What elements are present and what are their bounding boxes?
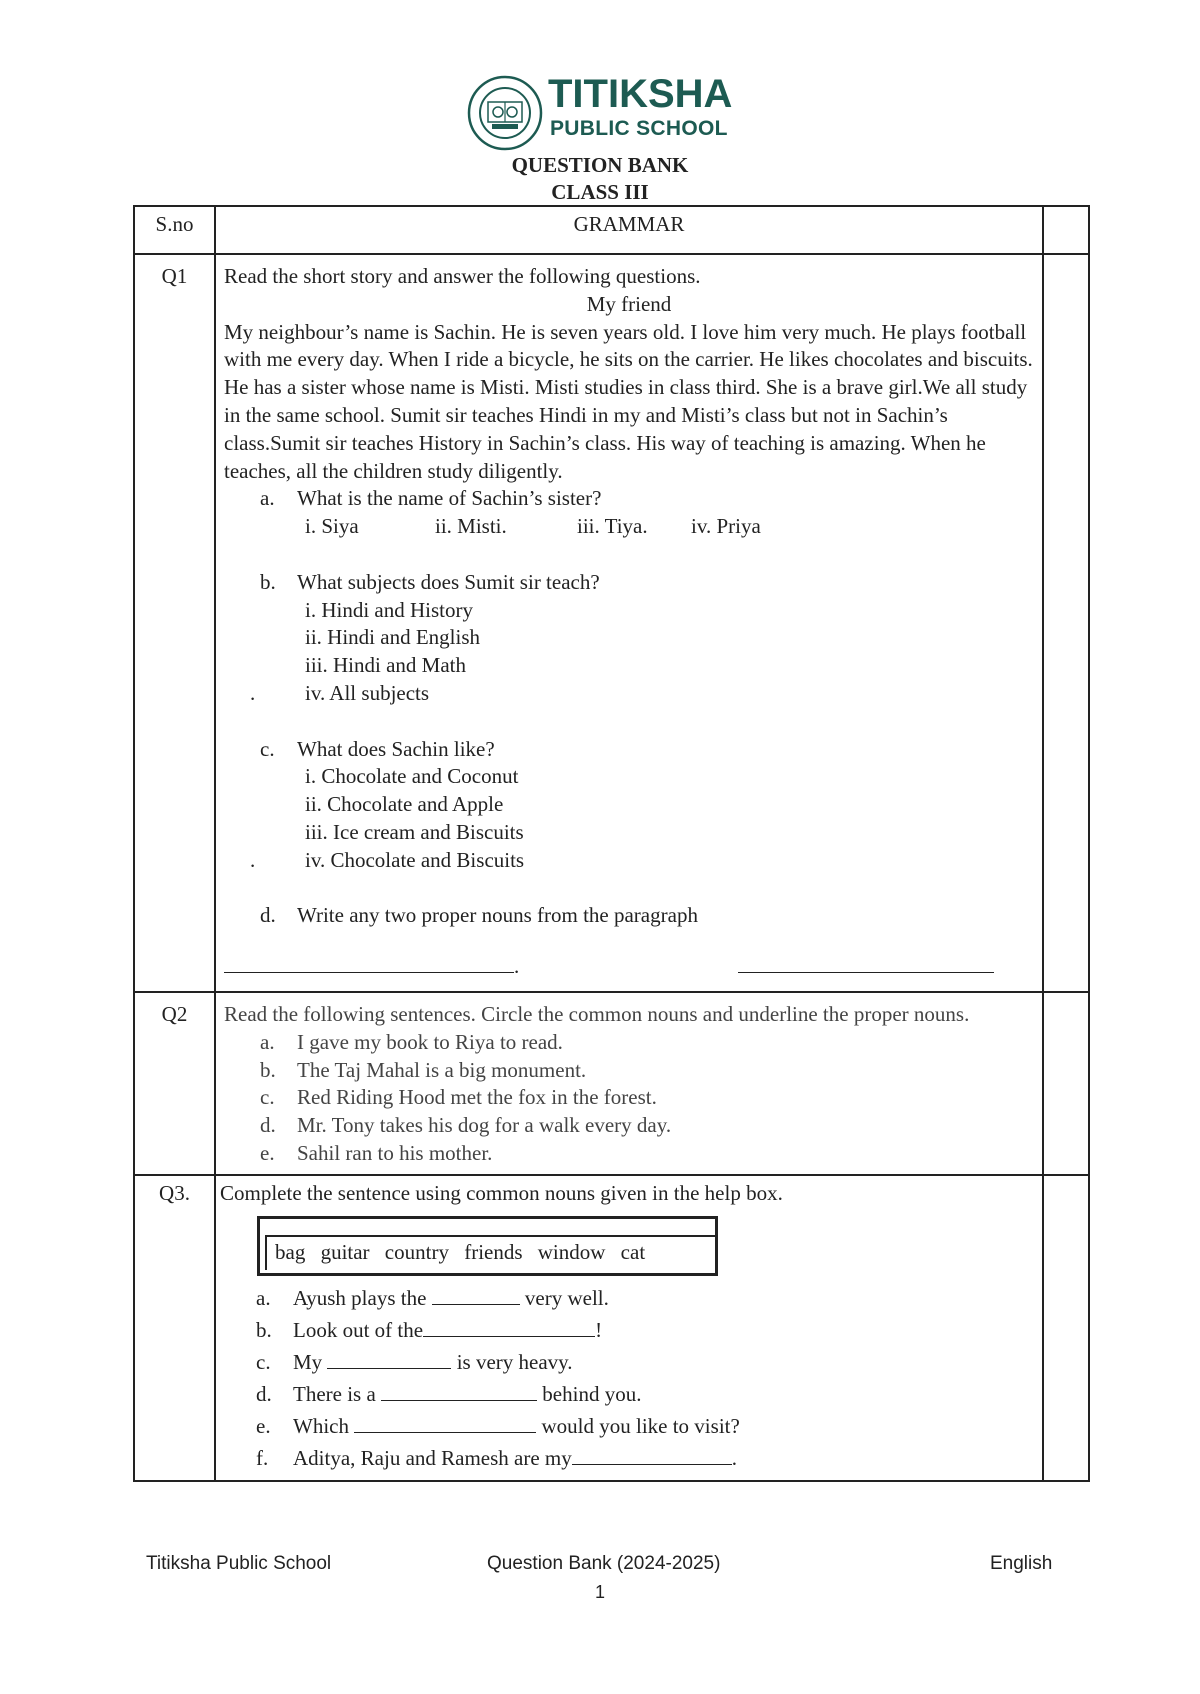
marks-cell: [1043, 254, 1089, 992]
fill-blank[interactable]: [572, 1444, 732, 1465]
list-item: f. Aditya, Raju and Ramesh are my .: [256, 1445, 738, 1470]
answer-blank[interactable]: [738, 950, 994, 973]
help-box: [257, 1216, 718, 1276]
sub-question-text: What subjects does Sumit sir teach?: [297, 569, 600, 594]
sub-letter: b.: [260, 569, 276, 594]
instruction: Read the short story and answer the following questions.: [224, 264, 701, 288]
option: iv. Chocolate and Biscuits: [305, 847, 525, 872]
question-body: [215, 1175, 1043, 1481]
sno-header: S.no: [134, 206, 215, 254]
sub-question-text: What is the name of Sachin’s sister?: [297, 486, 602, 511]
school-seal-icon: [466, 74, 544, 152]
option: iii. Tiya.: [577, 514, 648, 539]
option: ii. Hindi and English: [305, 625, 480, 650]
marks-cell: [1043, 992, 1089, 1175]
list-item: a. I gave my book to Riya to read.: [260, 1029, 563, 1054]
question-row-q1: [134, 254, 1089, 992]
table-header-row: [134, 206, 1089, 254]
marks-cell: [1043, 1175, 1089, 1481]
doc-title: QUESTION BANK: [511, 153, 689, 177]
school-subtitle: PUBLIC SCHOOL: [550, 117, 728, 140]
sub-question-text: What does Sachin like?: [297, 736, 495, 761]
story-text: My neighbour’s name is Sachin. He is seven years old. I love him very much. He plays football with me every day. When I ride a bicycle, he sits on the carrier. He likes chocolates and biscuits. He has a sister whose name is Misti. Misti studies in class third. She is a brave girl.We all study in the same school. Sumit sir teaches Hindi in my and Misti’s class but not in Sachin’s class.Sumit sir teaches History in Sachin’s class. His way of teaching is amazing. When he teaches, all the children study diligently.: [224, 319, 1033, 483]
question-table: [133, 205, 1090, 1482]
answer-blank[interactable]: [224, 950, 514, 973]
fill-blank[interactable]: [432, 1284, 520, 1305]
option: ii. Chocolate and Apple: [305, 792, 504, 817]
list-item: d. There is a behind you.: [256, 1381, 642, 1406]
instruction: Read the following sentences. Circle the common nouns and underline the proper nouns.: [224, 1001, 970, 1026]
option: iv. All subjects: [305, 680, 430, 705]
section-header: GRAMMAR: [215, 206, 1043, 254]
answer-blanks: .: [224, 930, 1034, 985]
sub-question: [224, 902, 1034, 930]
option-row: [224, 513, 1034, 541]
option: i. Chocolate and Coconut: [305, 764, 519, 789]
footer-left: Titiksha Public School: [146, 1553, 332, 1574]
option: iv. Priya: [691, 514, 761, 539]
fill-blank[interactable]: [423, 1316, 595, 1337]
sub-question: [224, 736, 1034, 764]
option: ii. Misti.: [435, 514, 507, 539]
question-number: Q1: [134, 254, 215, 992]
doc-class: CLASS III: [551, 180, 649, 204]
marks-header: [1043, 206, 1089, 254]
story-title: My friend: [586, 291, 672, 316]
option: i. Hindi and History: [305, 597, 473, 622]
footer-center: Question Bank (2024-2025): [487, 1553, 721, 1574]
list-item: c. Red Riding Hood met the fox in the forest.: [260, 1085, 657, 1110]
sub-question: [224, 485, 1034, 513]
sub-letter: c.: [260, 736, 275, 761]
fill-blank[interactable]: [354, 1412, 536, 1433]
school-logo: [466, 72, 746, 150]
question-row-q3: [134, 1175, 1089, 1481]
sub-letter: a.: [260, 486, 275, 511]
help-words: bag guitar country friends window cat: [265, 1235, 715, 1270]
option: i. Siya: [305, 514, 359, 539]
list-item: e. Sahil ran to his mother.: [260, 1140, 493, 1165]
school-name: TITIKSHA: [548, 72, 733, 116]
list-item: d. Mr. Tony takes his dog for a walk every day.: [260, 1113, 672, 1138]
list-item: a. Ayush plays the very well.: [256, 1285, 609, 1310]
option: iii. Hindi and Math: [305, 653, 466, 678]
fill-blank[interactable]: [381, 1380, 537, 1401]
page-number: 1: [594, 1582, 605, 1602]
list-item: c. My is very heavy.: [256, 1349, 573, 1374]
option: iii. Ice cream and Biscuits: [305, 819, 524, 844]
question-body: [215, 992, 1043, 1175]
question-number: Q2: [134, 992, 215, 1175]
sub-question: [224, 569, 1034, 597]
footer-right: English: [990, 1553, 1053, 1574]
question-number: Q3.: [134, 1175, 215, 1481]
list-item: e. Which would you like to visit?: [256, 1413, 740, 1438]
fill-blank[interactable]: [327, 1348, 451, 1369]
instruction: Complete the sentence using common nouns given in the help box.: [220, 1180, 783, 1205]
sub-question-text: Write any two proper nouns from the paragraph: [297, 903, 698, 928]
list-item: b. The Taj Mahal is a big monument.: [260, 1057, 587, 1082]
list-item: b. Look out of the !: [256, 1317, 603, 1342]
question-body: Read the short story and answer the following questions. My friend My neighbour’s name is Sachin. He is seven years old. I love him very much. He plays football with me every day. When I ride a bicycle, he sits on the carrier. He likes chocolates and biscuits. He has a sister whose name is Misti. Misti studies in class third. She is a brave girl.We all study in the same school. Sumit sir teaches Hindi in my and Misti’s class but not in Sachin’s class.Sumit sir teaches History in Sachin’s class. His way of teaching is amazing. When he teaches, all the children study diligently. a. What is the name of Sachin’s sister? i. Siya ii. Misti. iii. Tiya. iv. Priya b. What subjects does Sumit sir teach? i. Hindi and History ii. Hindi and English iii. Hindi and Math . iv. All subjects c. What does Sachin like? i. Chocolate and Coconut ii. Chocolate and Apple iii. Ice cream and Biscuits . iv. Chocolate and Biscuits d. Write any two proper nouns from the paragraph .: [215, 254, 1043, 992]
question-row-q2: [134, 992, 1089, 1175]
sub-letter: d.: [260, 903, 276, 928]
